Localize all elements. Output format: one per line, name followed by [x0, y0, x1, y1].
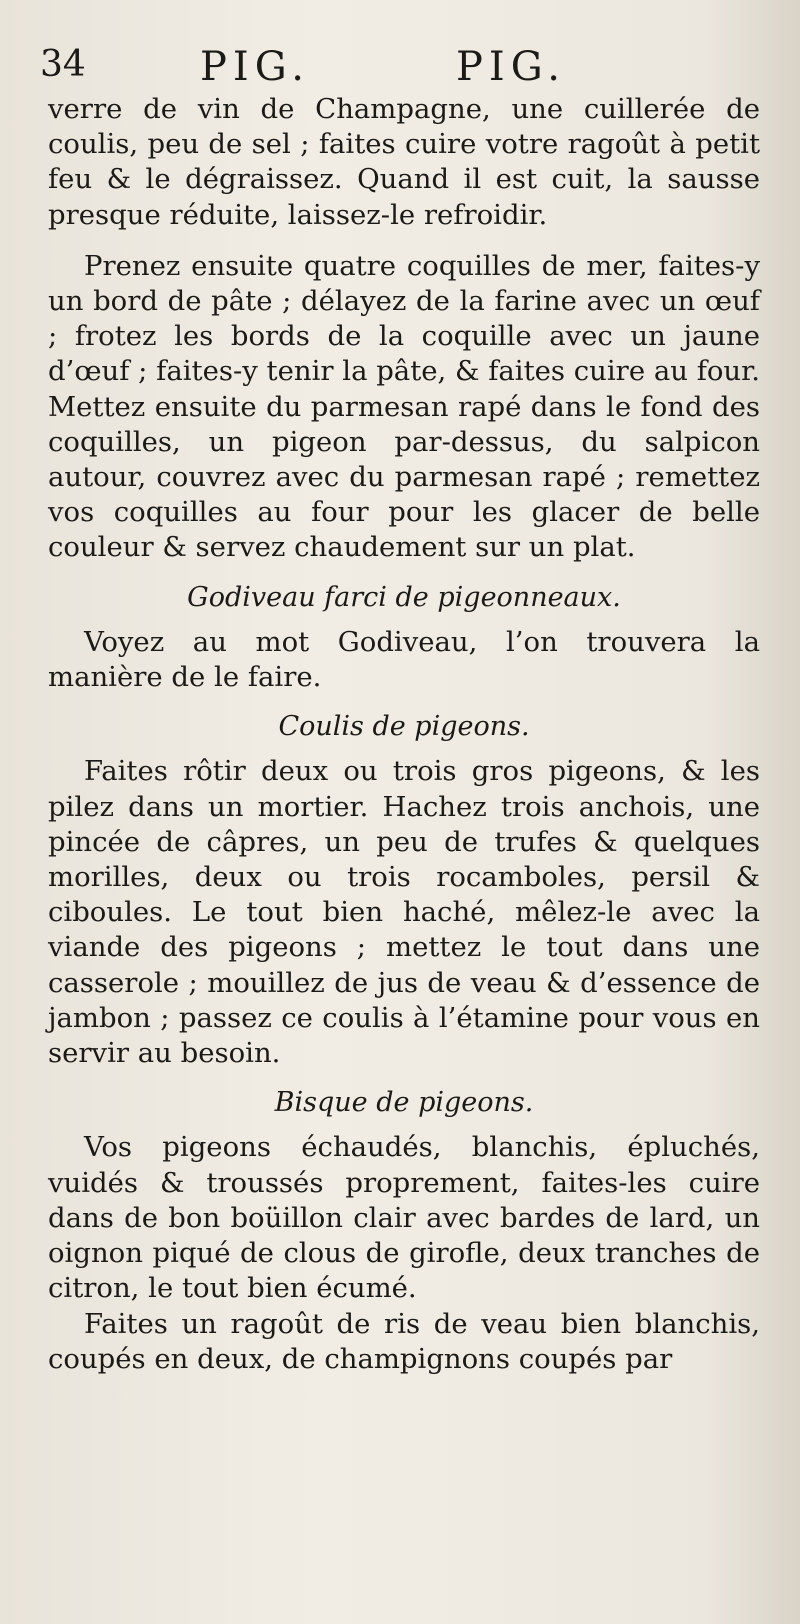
- page-body: [48, 92, 760, 1377]
- heading-bisque: Bisque de pigeons.: [274, 1087, 534, 1119]
- paragraph-coulis: Faites rôtir deux ou trois gros pigeons, & les pilez dans un mortier. Hachez trois anchois, une pincée de câpres, un peu de trufes & quelques morilles, deux ou trois rocamboles, persil & ciboules. Le tout bien haché, mêlez-le avec la viande des pigeons ; mettez le tout dans une casserole ; mouillez de jus de veau & d’essence de jambon ; passez ce coulis à l’étamine pour vous en servir au besoin.: [48, 755, 760, 1070]
- running-head-left: PIG.: [200, 44, 310, 90]
- paragraph-ragout: Faites un ragoût de ris de veau bien blanchis, coupés en deux, de champignons coupés par: [48, 1307, 760, 1375]
- running-head-right: PIG.: [456, 44, 566, 90]
- heading-coulis: Coulis de pigeons.: [278, 711, 530, 743]
- paragraph-godiveau: Voyez au mot Godiveau, l’on trouvera la manière de le faire.: [48, 625, 760, 694]
- page-header: [40, 44, 600, 96]
- paragraph-continuation: verre de vin de Champagne, une cuillerée de coulis, peu de sel ; faites cuire votre ragoût à petit feu & le dégraissez. Quand il est cuit, la sausse presque réduite, laissez-le refroidir.: [48, 93, 760, 231]
- paragraph-coquilles: Prenez ensuite quatre coquilles de mer, faites-y un bord de pâte ; délayez de la farine avec un œuf ; frotez les bords de la coquille avec un jaune d’œuf ; faites-y tenir la pâte, & faites cuire au four. Mettez ensuite du parmesan rapé dans le fond des coquilles, un pigeon par-dessus, du salpicon autour, couvrez avec du parmesan rapé ; remettez vos coquilles au four pour les glacer de belle couleur & servez chaudement sur un plat.: [48, 249, 761, 564]
- heading-godiveau: Godiveau farci de pigeonneaux.: [187, 581, 621, 613]
- page-number: 34: [40, 44, 86, 85]
- paragraph-bisque: Vos pigeons échaudés, blanchis, épluchés, vuidés & troussés proprement, faites-les cuire dans de bon boüillon clair avec bardes de lard, un oignon piqué de clous de girofle, deux tranches de citron, le tout bien écumé.: [48, 1131, 760, 1305]
